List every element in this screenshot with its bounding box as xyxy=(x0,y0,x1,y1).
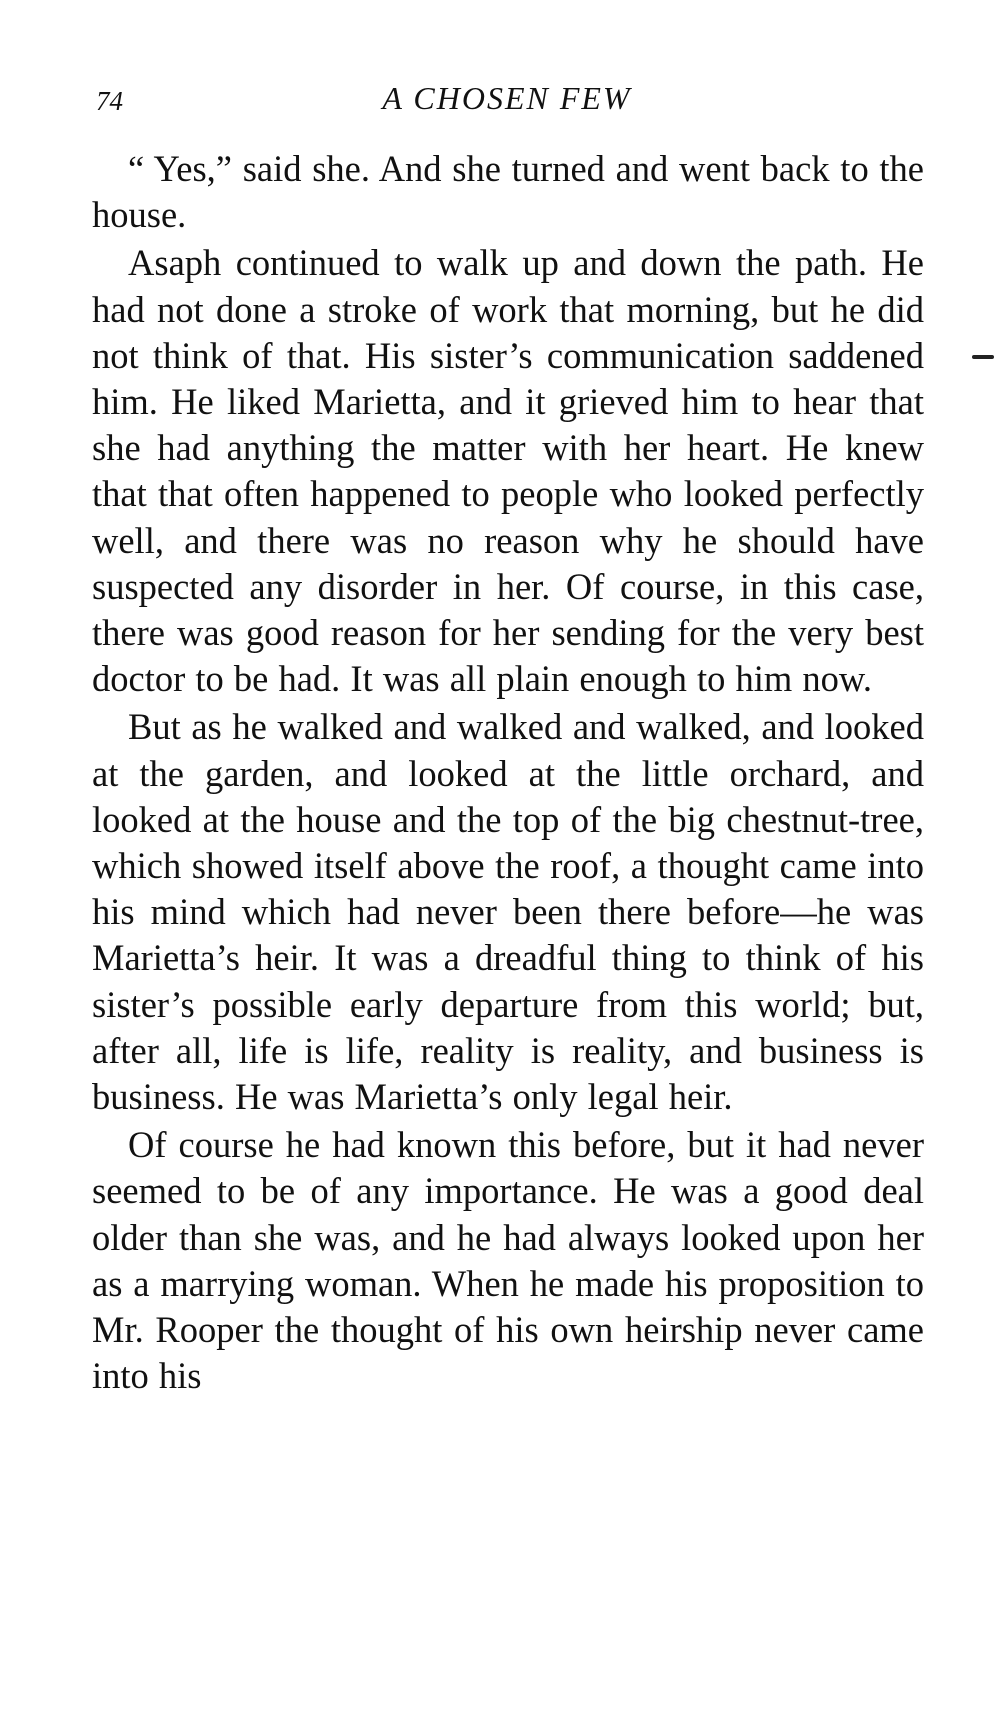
running-title: A CHOSEN FEW xyxy=(382,80,632,116)
paragraph-4: Of course he had known this before, but it had never seemed to be of any importance. He was a good deal older than she was, and he had always looked upon her as a marrying woman. When he made his proposition to Mr. Rooper the thought of his own heirship never came into his xyxy=(92,1124,924,1397)
paragraph-2: Asaph continued to walk up and down the path. He had not done a stroke of work that morning, but he did not think of that. His sister’s communication saddened him. He liked Marietta, and it grieved him to hear that she had anything the matter with her heart. He knew that that often happened to people who looked perfectly well, and there was no reason why he should have suspected any disorder in her. Of course, in this case, there was good reason for her sending for the very best doctor to be had. It was all plain enough to him now. xyxy=(92,242,924,700)
body-text xyxy=(92,146,924,1399)
page-number: 74 xyxy=(96,86,123,116)
paragraph-3: But as he walked and walked and walked, and looked at the garden, and looked at the little orchard, and looked at the house and the top of the big chestnut-tree, which showed itself above the roof, a thought came into his mind which had never been there before—he was Marietta’s heir. It was a dreadful thing to think of his sister’s possible early departure from this world; but, after all, life is life, reality is reality, and business is business. He was Marietta’s only legal heir. xyxy=(92,706,924,1118)
dash-icon xyxy=(972,355,994,359)
running-head xyxy=(92,80,922,124)
paragraph-1: “ Yes,” said she. And she turned and went back to the house. xyxy=(92,148,924,236)
